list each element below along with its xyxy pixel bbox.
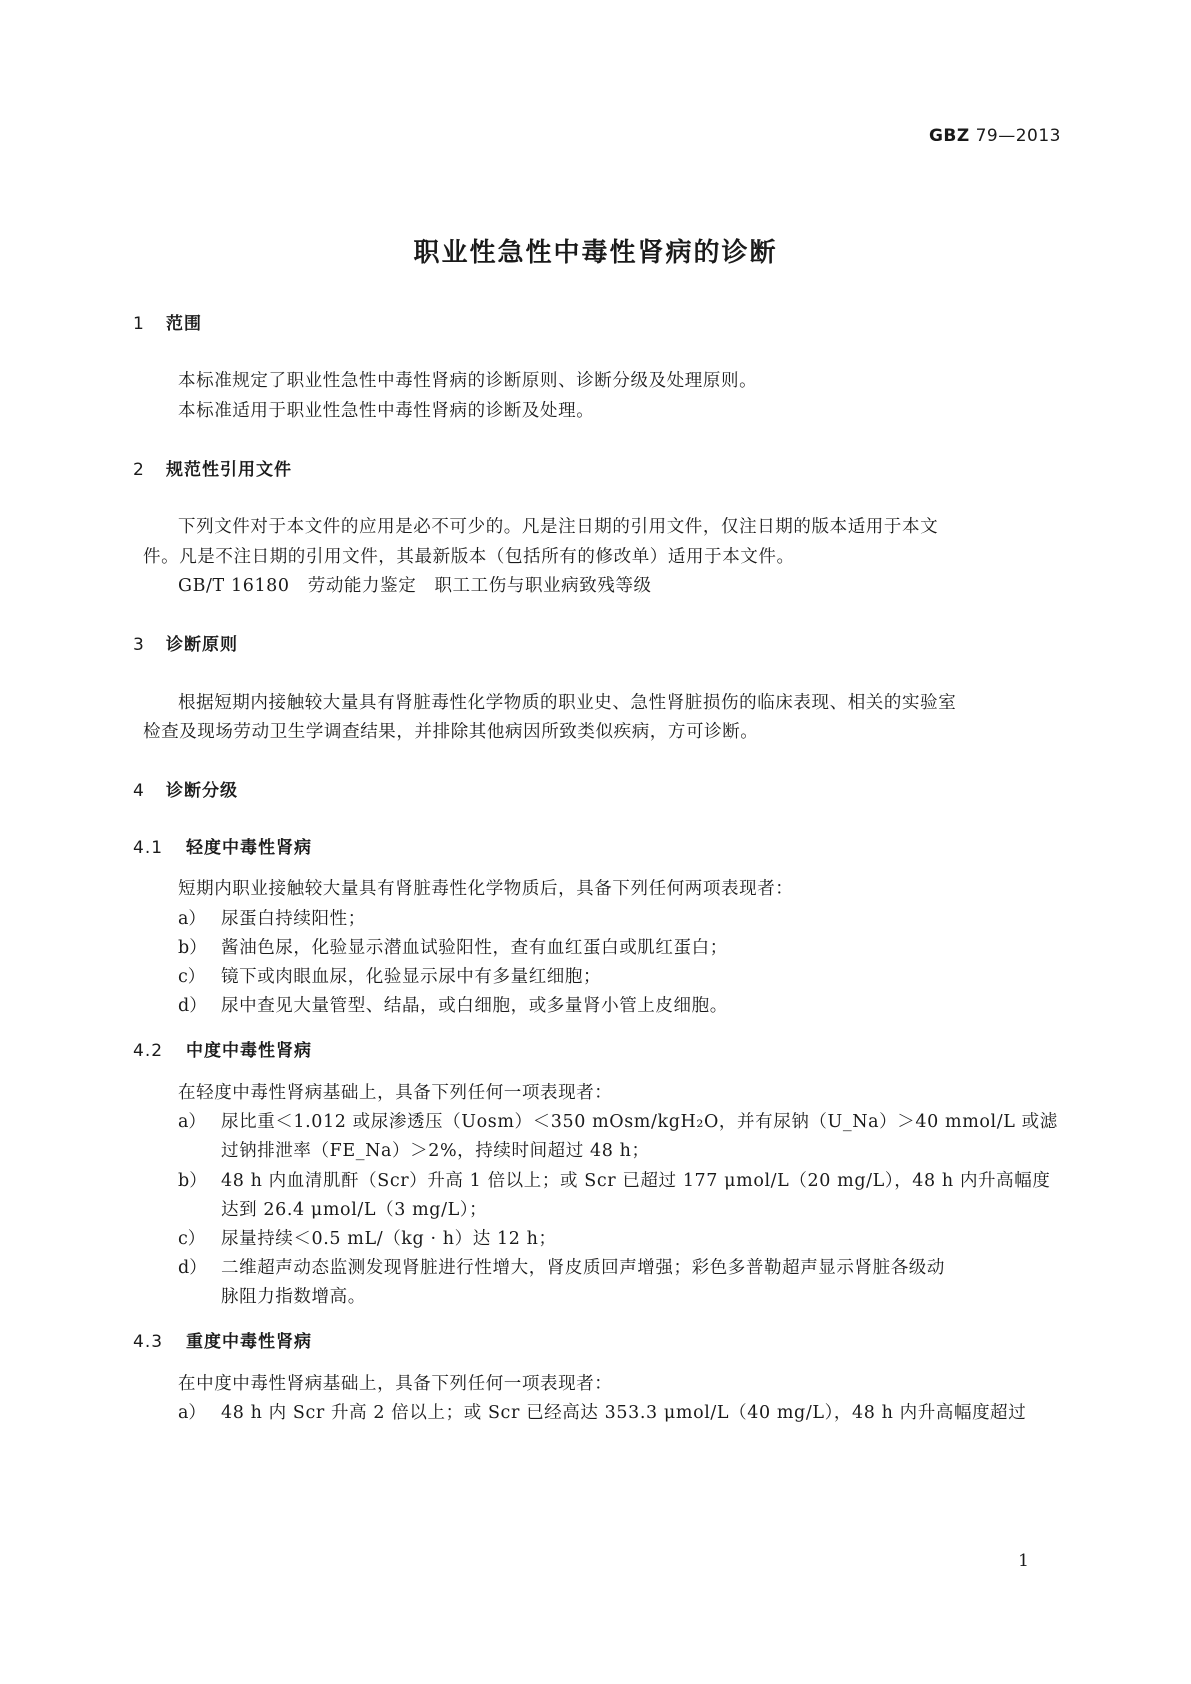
section-heading-3 (133, 630, 238, 655)
section-number: 3 (133, 635, 145, 655)
standard-code-number: 79—2013 (975, 126, 1061, 146)
subsection-title: 轻度中毒性肾病 (186, 838, 312, 858)
section-number: 4 (133, 781, 145, 801)
paragraph-scope-2: 本标准适用于职业性急性中毒性肾病的诊断及处理。 (178, 401, 595, 421)
document-title: 职业性急性中毒性肾病的诊断 (413, 238, 778, 268)
subsection-number: 4.3 (133, 1332, 164, 1352)
paragraph-principle-1b: 检查及现场劳动卫生学调查结果，并排除其他病因所致类似疾病，方可诊断。 (143, 722, 759, 742)
list-item-text: 酱油色尿，化验显示潜血试验阳性，查有血红蛋白或肌红蛋白； (221, 938, 728, 958)
reference-entry: GB/T 16180 劳动能力鉴定 职工工伤与职业病致残等级 (178, 576, 652, 596)
subsection-heading-4-3 (133, 1327, 312, 1352)
page-number: 1 (1018, 1551, 1029, 1571)
subsection-title: 中度中毒性肾病 (186, 1041, 312, 1061)
section-title: 诊断分级 (166, 781, 238, 801)
list-item-text: 48 h 内血清肌酐（Scr）升高 1 倍以上；或 Scr 已超过 177 μmol/L（20 mg/L），48 h 内升高幅度 (221, 1171, 1051, 1191)
section-number: 2 (133, 460, 145, 480)
standard-code-prefix: GBZ (928, 126, 970, 146)
list-item-text: 尿比重＜1.012 或尿渗透压（Uosm）＜350 mOsm/kgH₂O，并有尿钠（U_Na）＞40 mmol/L 或滤 (221, 1112, 1058, 1132)
section-title: 诊断原则 (166, 635, 238, 655)
list-item-text: 尿蛋白持续阳性； (221, 909, 366, 929)
list-item-text-continued: 脉阻力指数增高。 (221, 1287, 366, 1307)
subsection-intro-4-1: 短期内职业接触较大量具有肾脏毒性化学物质后，具备下列任何两项表现者： (178, 879, 794, 899)
paragraph-principle-1a: 根据短期内接触较大量具有肾脏毒性化学物质的职业史、急性肾脏损伤的临床表现、相关的实验室 (178, 693, 957, 713)
list-item-label: b） (178, 938, 207, 958)
list-item-label: d） (178, 1258, 207, 1278)
list-item-text-continued: 过钠排泄率（FE_Na）＞2%，持续时间超过 48 h； (221, 1141, 650, 1161)
list-item-label: a） (178, 1403, 206, 1423)
paragraph-references-1a: 下列文件对于本文件的应用是必不可少的。凡是注日期的引用文件，仅注日期的版本适用于本文 (178, 517, 939, 537)
subsection-heading-4-2 (133, 1036, 312, 1061)
list-item-text: 二维超声动态监测发现肾脏进行性增大，肾皮质回声增强；彩色多普勒超声显示肾脏各级动 (221, 1258, 945, 1278)
list-item-label: a） (178, 1112, 206, 1132)
section-number: 1 (133, 314, 145, 334)
list-item-label: d） (178, 996, 207, 1016)
paragraph-scope-1: 本标准规定了职业性急性中毒性肾病的诊断原则、诊断分级及处理原则。 (178, 371, 758, 391)
list-item-text: 尿量持续＜0.5 mL/（kg · h）达 12 h； (221, 1229, 557, 1249)
subsection-number: 4.2 (133, 1041, 164, 1061)
list-item-text: 48 h 内 Scr 升高 2 倍以上；或 Scr 已经高达 353.3 μmol/L（40 mg/L），48 h 内升高幅度超过 (221, 1403, 1027, 1423)
paragraph-references-1b: 件。凡是不注日期的引用文件，其最新版本（包括所有的修改单）适用于本文件。 (143, 547, 795, 567)
subsection-intro-4-3: 在中度中毒性肾病基础上，具备下列任何一项表现者： (178, 1374, 613, 1394)
standard-code (929, 126, 1061, 146)
section-title: 规范性引用文件 (166, 460, 292, 480)
list-item-label: b） (178, 1171, 207, 1191)
section-title: 范围 (166, 314, 202, 334)
section-heading-1 (133, 309, 202, 334)
subsection-intro-4-2: 在轻度中毒性肾病基础上，具备下列任何一项表现者： (178, 1083, 613, 1103)
list-item-label: c） (178, 967, 206, 987)
subsection-number: 4.1 (133, 838, 164, 858)
section-heading-4 (133, 776, 238, 801)
section-heading-2 (133, 455, 292, 480)
subsection-heading-4-1 (133, 833, 312, 858)
list-item-label: c） (178, 1229, 206, 1249)
list-item-text: 镜下或肉眼血尿，化验显示尿中有多量红细胞； (221, 967, 602, 987)
list-item-label: a） (178, 909, 206, 929)
subsection-title: 重度中毒性肾病 (186, 1332, 312, 1352)
list-item-text-continued: 达到 26.4 μmol/L（3 mg/L）； (221, 1200, 488, 1220)
list-item-text: 尿中查见大量管型、结晶，或白细胞，或多量肾小管上皮细胞。 (221, 996, 728, 1016)
